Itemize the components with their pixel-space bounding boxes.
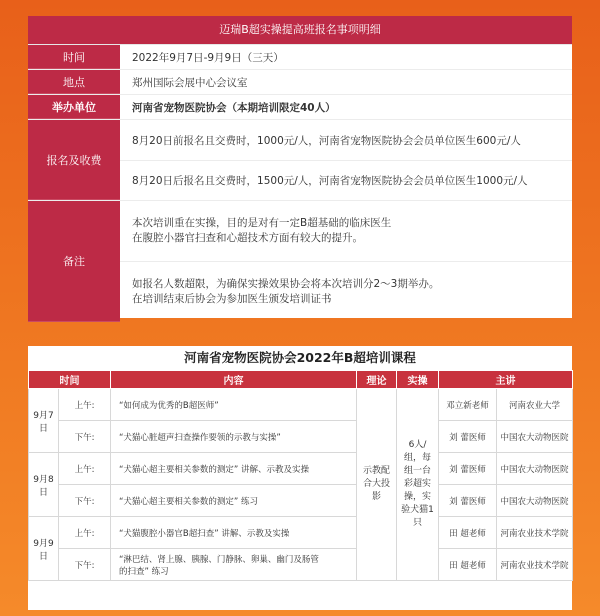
- place-value: 郑州国际会展中心会议室: [132, 76, 248, 89]
- notes-line: 在培训结束后协会为参加医生颁发培训证书: [132, 293, 332, 305]
- notes-line: 在腹腔小器官扫查和心超技术方面有较大的提升。: [132, 232, 363, 244]
- lecturer-cell: 田 超老师: [439, 549, 497, 581]
- course-table: [28, 370, 573, 581]
- practice-cell: 6人/组，每组一台彩超实操，实验犬猫1只: [397, 389, 439, 581]
- theory-cell: 示教配合大投影: [357, 389, 397, 581]
- topic-cell: “犬猫心超主要相关参数的测定” 练习: [111, 485, 357, 517]
- time-label: 时间: [28, 45, 120, 69]
- header-theory: 理论: [357, 371, 397, 389]
- notes-row: [28, 201, 572, 322]
- header-practice: 实操: [397, 371, 439, 389]
- host-row: [28, 95, 572, 120]
- topic-cell: “犬猫心脏超声扫查操作要领的示教与实操”: [111, 421, 357, 453]
- lecturer-cell: 刘 蕾医师: [439, 421, 497, 453]
- org-cell: 中国农大动物医院: [497, 485, 573, 517]
- lecturer-cell: 田 超老师: [439, 517, 497, 549]
- org-cell: 河南农业大学: [497, 389, 573, 421]
- notes-line: 如报名人数超限，为确保实操效果协会将本次培训分2～3期举办。: [132, 278, 440, 290]
- place-label: 地点: [28, 70, 120, 94]
- course-title: 河南省宠物医院协会2022年B超培训课程: [184, 350, 416, 365]
- org-cell: 河南农业技术学院: [497, 517, 573, 549]
- notes-block-1: [120, 201, 572, 262]
- topic-cell: “犬猫心超主要相关参数的测定” 讲解、示教及实操: [111, 453, 357, 485]
- lecturer-cell: 邓立新老师: [439, 389, 497, 421]
- topic-line: 的扫查” 练习: [119, 566, 169, 577]
- notes-line: 本次培训重在实操，目的是对有一定B超基础的临床医生: [132, 217, 392, 229]
- course-schedule-card: [28, 346, 572, 610]
- org-cell: 中国农大动物医院: [497, 453, 573, 485]
- period-cell: 下午:: [59, 421, 111, 453]
- host-value: 河南省宠物医院协会（本期培训限定40人）: [132, 101, 336, 114]
- period-cell: 上午:: [59, 453, 111, 485]
- topic-cell: “如何成为优秀的B超医师”: [111, 389, 357, 421]
- notes-block-2: [120, 262, 572, 322]
- period-cell: 下午:: [59, 485, 111, 517]
- time-row: [28, 45, 572, 70]
- notice-title: 迈瑞B超实操提高班报名事项明细: [28, 16, 572, 45]
- header-time: 时间: [29, 371, 111, 389]
- org-cell: 中国农大动物医院: [497, 421, 573, 453]
- table-header-row: [29, 371, 573, 389]
- table-row: [29, 453, 573, 485]
- topic-cell: “犬猫腹腔小器官B超扫查” 讲解、示教及实操: [111, 517, 357, 549]
- table-row: [29, 517, 573, 549]
- table-row: [29, 485, 573, 517]
- host-label: 举办单位: [28, 95, 120, 119]
- fee-line-early: 8月20日前报名且交费时，1000元/人，河南省宠物医院协会会员单位医生600元/人: [120, 120, 572, 161]
- fee-row: [28, 120, 572, 201]
- time-value: 2022年9月7日-9月9日（三天）: [132, 51, 284, 64]
- topic-cell: [111, 549, 357, 581]
- table-row: [29, 549, 573, 581]
- period-cell: 下午:: [59, 549, 111, 581]
- period-cell: 上午:: [59, 517, 111, 549]
- registration-notice-card: [28, 16, 572, 318]
- table-row: [29, 389, 573, 421]
- lecturer-cell: 刘 蕾医师: [439, 453, 497, 485]
- day-cell: 9月8日: [29, 453, 59, 517]
- fee-label: 报名及收费: [28, 120, 120, 200]
- day-cell: 9月7日: [29, 389, 59, 453]
- day-cell: 9月9日: [29, 517, 59, 581]
- fee-line-late: 8月20日后报名且交费时，1500元/人，河南省宠物医院协会会员单位医生1000元/人: [132, 175, 528, 187]
- header-lecturer: 主讲: [439, 371, 573, 389]
- period-cell: 上午:: [59, 389, 111, 421]
- place-row: [28, 70, 572, 95]
- lecturer-cell: 刘 蕾医师: [439, 485, 497, 517]
- table-row: [29, 421, 573, 453]
- topic-line: “淋巴结、肾上腺、胰腺、门静脉、卵巢、幽门及肠管: [119, 554, 319, 565]
- header-content: 内容: [111, 371, 357, 389]
- org-cell: 河南农业技术学院: [497, 549, 573, 581]
- notes-label: 备注: [28, 201, 120, 322]
